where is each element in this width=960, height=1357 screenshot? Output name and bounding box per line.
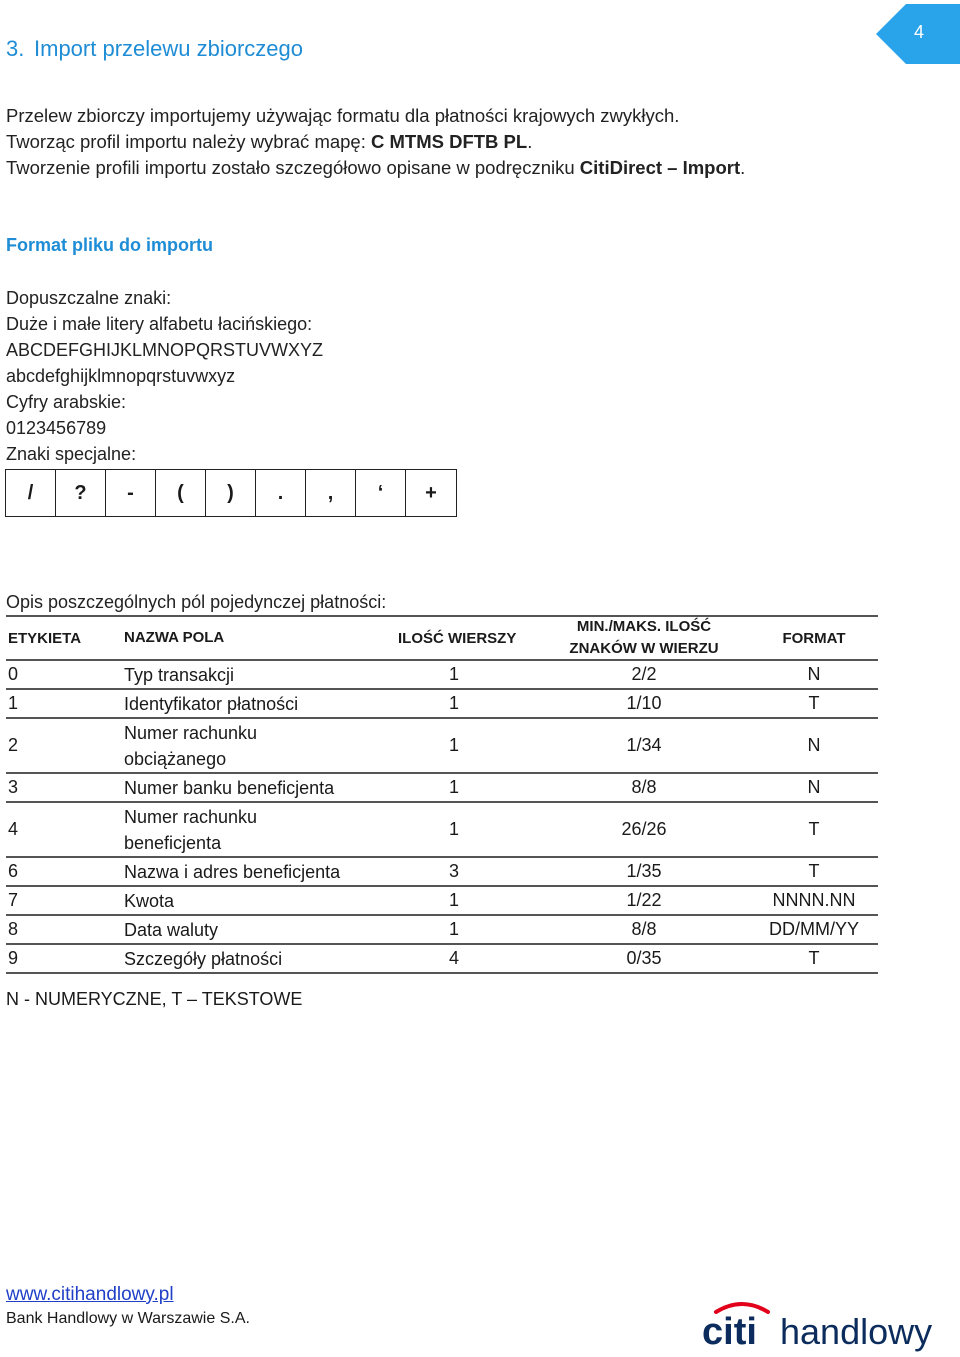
row-field-name-line-1: Numer rachunku (124, 722, 258, 743)
row-label: 3 (8, 777, 19, 797)
bank-name: Bank Handlowy w Warszawie S.A. (6, 1310, 250, 1327)
special-char-cell: ‘ (356, 470, 406, 516)
citi-logo-icon (702, 1300, 938, 1352)
logo-citi-text: citi (702, 1311, 757, 1352)
table-row (6, 719, 878, 774)
row-format: N (807, 777, 821, 797)
row-field-name (124, 690, 384, 717)
row-field-name-line-2: obciążanego (124, 748, 227, 769)
row-count: 1 (448, 735, 459, 755)
row-count: 1 (448, 819, 459, 839)
table-header-row (6, 615, 878, 661)
special-chars-label: Znaki specjalne: (6, 444, 137, 464)
row-min-max: 8/8 (631, 919, 657, 939)
row-field-name (124, 945, 384, 972)
row-field-name-line-1: Identyfikator płatności (124, 693, 299, 714)
row-count: 1 (448, 890, 459, 910)
special-char-cell: ) (206, 470, 256, 516)
table-row (6, 661, 878, 690)
row-min-max: 0/35 (626, 948, 662, 968)
row-field-name (124, 661, 384, 688)
row-field-name-line-1: Nazwa i adres beneficjenta (124, 861, 341, 882)
row-count: 4 (448, 948, 459, 968)
header-label: ETYKIETA (8, 629, 82, 647)
row-label: 0 (8, 664, 19, 684)
row-field-name-line-1: Numer banku beneficjenta (124, 777, 335, 798)
row-field-name-line-1: Numer rachunku (124, 806, 258, 827)
row-label: 4 (8, 819, 19, 839)
special-chars-table (5, 469, 457, 517)
header-format: FORMAT (782, 629, 846, 647)
table-row (6, 858, 878, 887)
digits: 0123456789 (6, 418, 107, 438)
row-field-name-line-1: Kwota (124, 890, 175, 911)
digits-label: Cyfry arabskie: (6, 392, 127, 412)
row-format: N (807, 735, 821, 755)
row-label: 1 (8, 693, 19, 713)
row-count: 3 (448, 861, 459, 881)
citi-handlowy-logo (702, 1300, 938, 1352)
row-min-max: 1/35 (626, 861, 662, 881)
row-field-name (124, 887, 384, 914)
row-format: T (808, 948, 820, 968)
website-link[interactable]: www.citihandlowy.pl (6, 1284, 174, 1305)
row-count: 1 (448, 777, 459, 797)
row-field-name-line-1: Szczegóły płatności (124, 948, 283, 969)
table-row (6, 945, 878, 974)
row-field-name (124, 774, 384, 801)
table-caption: Opis poszczególnych pól pojedynczej płatności: (6, 592, 387, 612)
row-count: 1 (448, 919, 459, 939)
section-title-text: Import przelewu zbiorczego (34, 36, 304, 61)
row-format: T (808, 693, 820, 713)
intro-line-3-suffix: . (740, 157, 746, 178)
row-count: 1 (448, 664, 459, 684)
manual-name: CitiDirect – Import (579, 157, 741, 178)
table-row (6, 774, 878, 803)
special-char-cell: - (106, 470, 156, 516)
header-row-count: ILOŚĆ WIERSZY (398, 629, 517, 647)
format-legend: N - NUMERYCZNE, T – TEKSTOWE (6, 989, 303, 1009)
intro-line-3-text: Tworzenie profili importu zostało szczegółowo opisane w podręczniku (6, 157, 580, 178)
row-field-name-line-1: Typ transakcji (124, 664, 235, 685)
special-char-cell: ( (156, 470, 206, 516)
row-label: 2 (8, 735, 19, 755)
row-count: 1 (448, 693, 459, 713)
row-field-name (124, 858, 384, 885)
row-field-name (124, 719, 384, 772)
intro-line-3 (6, 157, 745, 179)
header-min-max-line-2: ZNAKÓW W WIERZU (569, 640, 719, 657)
special-char-cell: / (6, 470, 56, 516)
special-char-cell: + (425, 481, 437, 504)
row-min-max: 1/10 (626, 693, 662, 713)
uppercase-letters: ABCDEFGHIJKLMNOPQRSTUVWXYZ (6, 340, 324, 360)
row-min-max: 2/2 (631, 664, 657, 684)
row-format: T (808, 861, 820, 881)
special-char-cell: . (256, 470, 306, 516)
row-label: 8 (8, 919, 19, 939)
table-row (6, 690, 878, 719)
section-title (6, 36, 303, 62)
row-label: 9 (8, 948, 19, 968)
table-row (6, 803, 878, 858)
row-format: N (807, 664, 821, 684)
table-body (6, 661, 878, 974)
fields-table (6, 615, 878, 974)
table-row (6, 887, 878, 916)
row-field-name (124, 803, 384, 856)
row-min-max: 8/8 (631, 777, 657, 797)
special-char-cell: ? (56, 470, 106, 516)
row-min-max: 1/22 (626, 890, 662, 910)
lowercase-letters: abcdefghijklmnopqrstuvwxyz (6, 366, 236, 386)
row-format: T (808, 819, 820, 839)
header-min-max-line-1: MIN./MAKS. ILOŚĆ (576, 618, 712, 635)
intro-line-2-text: Tworząc profil importu należy wybrać mapę: (6, 131, 371, 152)
row-format: NNNN.NN (772, 890, 856, 910)
page-number-badge (876, 4, 960, 64)
special-char-cell: , (306, 470, 356, 516)
row-min-max: 1/34 (626, 735, 662, 755)
letters-label: Duże i małe litery alfabetu łacińskiego: (6, 314, 313, 334)
row-label: 7 (8, 890, 19, 910)
format-heading: Format pliku do importu (6, 235, 213, 255)
map-name: C MTMS DFTB PL (371, 131, 528, 152)
header-min-max (554, 617, 734, 659)
page-number: 4 (913, 22, 924, 42)
row-field-name-line-2: beneficjenta (124, 832, 222, 853)
row-label: 6 (8, 861, 19, 881)
intro-line-2-suffix: . (527, 131, 533, 152)
intro-line-1: Przelew zbiorczy importujemy używając formatu dla płatności krajowych zwykłych. (6, 105, 680, 126)
row-format: DD/MM/YY (769, 919, 859, 939)
row-field-name-line-1: Data waluty (124, 919, 219, 940)
row-field-name (124, 916, 384, 943)
section-number: 3. (6, 36, 25, 61)
table-row (6, 916, 878, 945)
row-min-max: 26/26 (621, 819, 667, 839)
header-field-name: NAZWA POLA (124, 629, 225, 646)
logo-handlowy-text: handlowy (780, 1311, 933, 1352)
intro-line-2 (6, 131, 532, 153)
allowed-chars-label: Dopuszczalne znaki: (6, 288, 172, 308)
